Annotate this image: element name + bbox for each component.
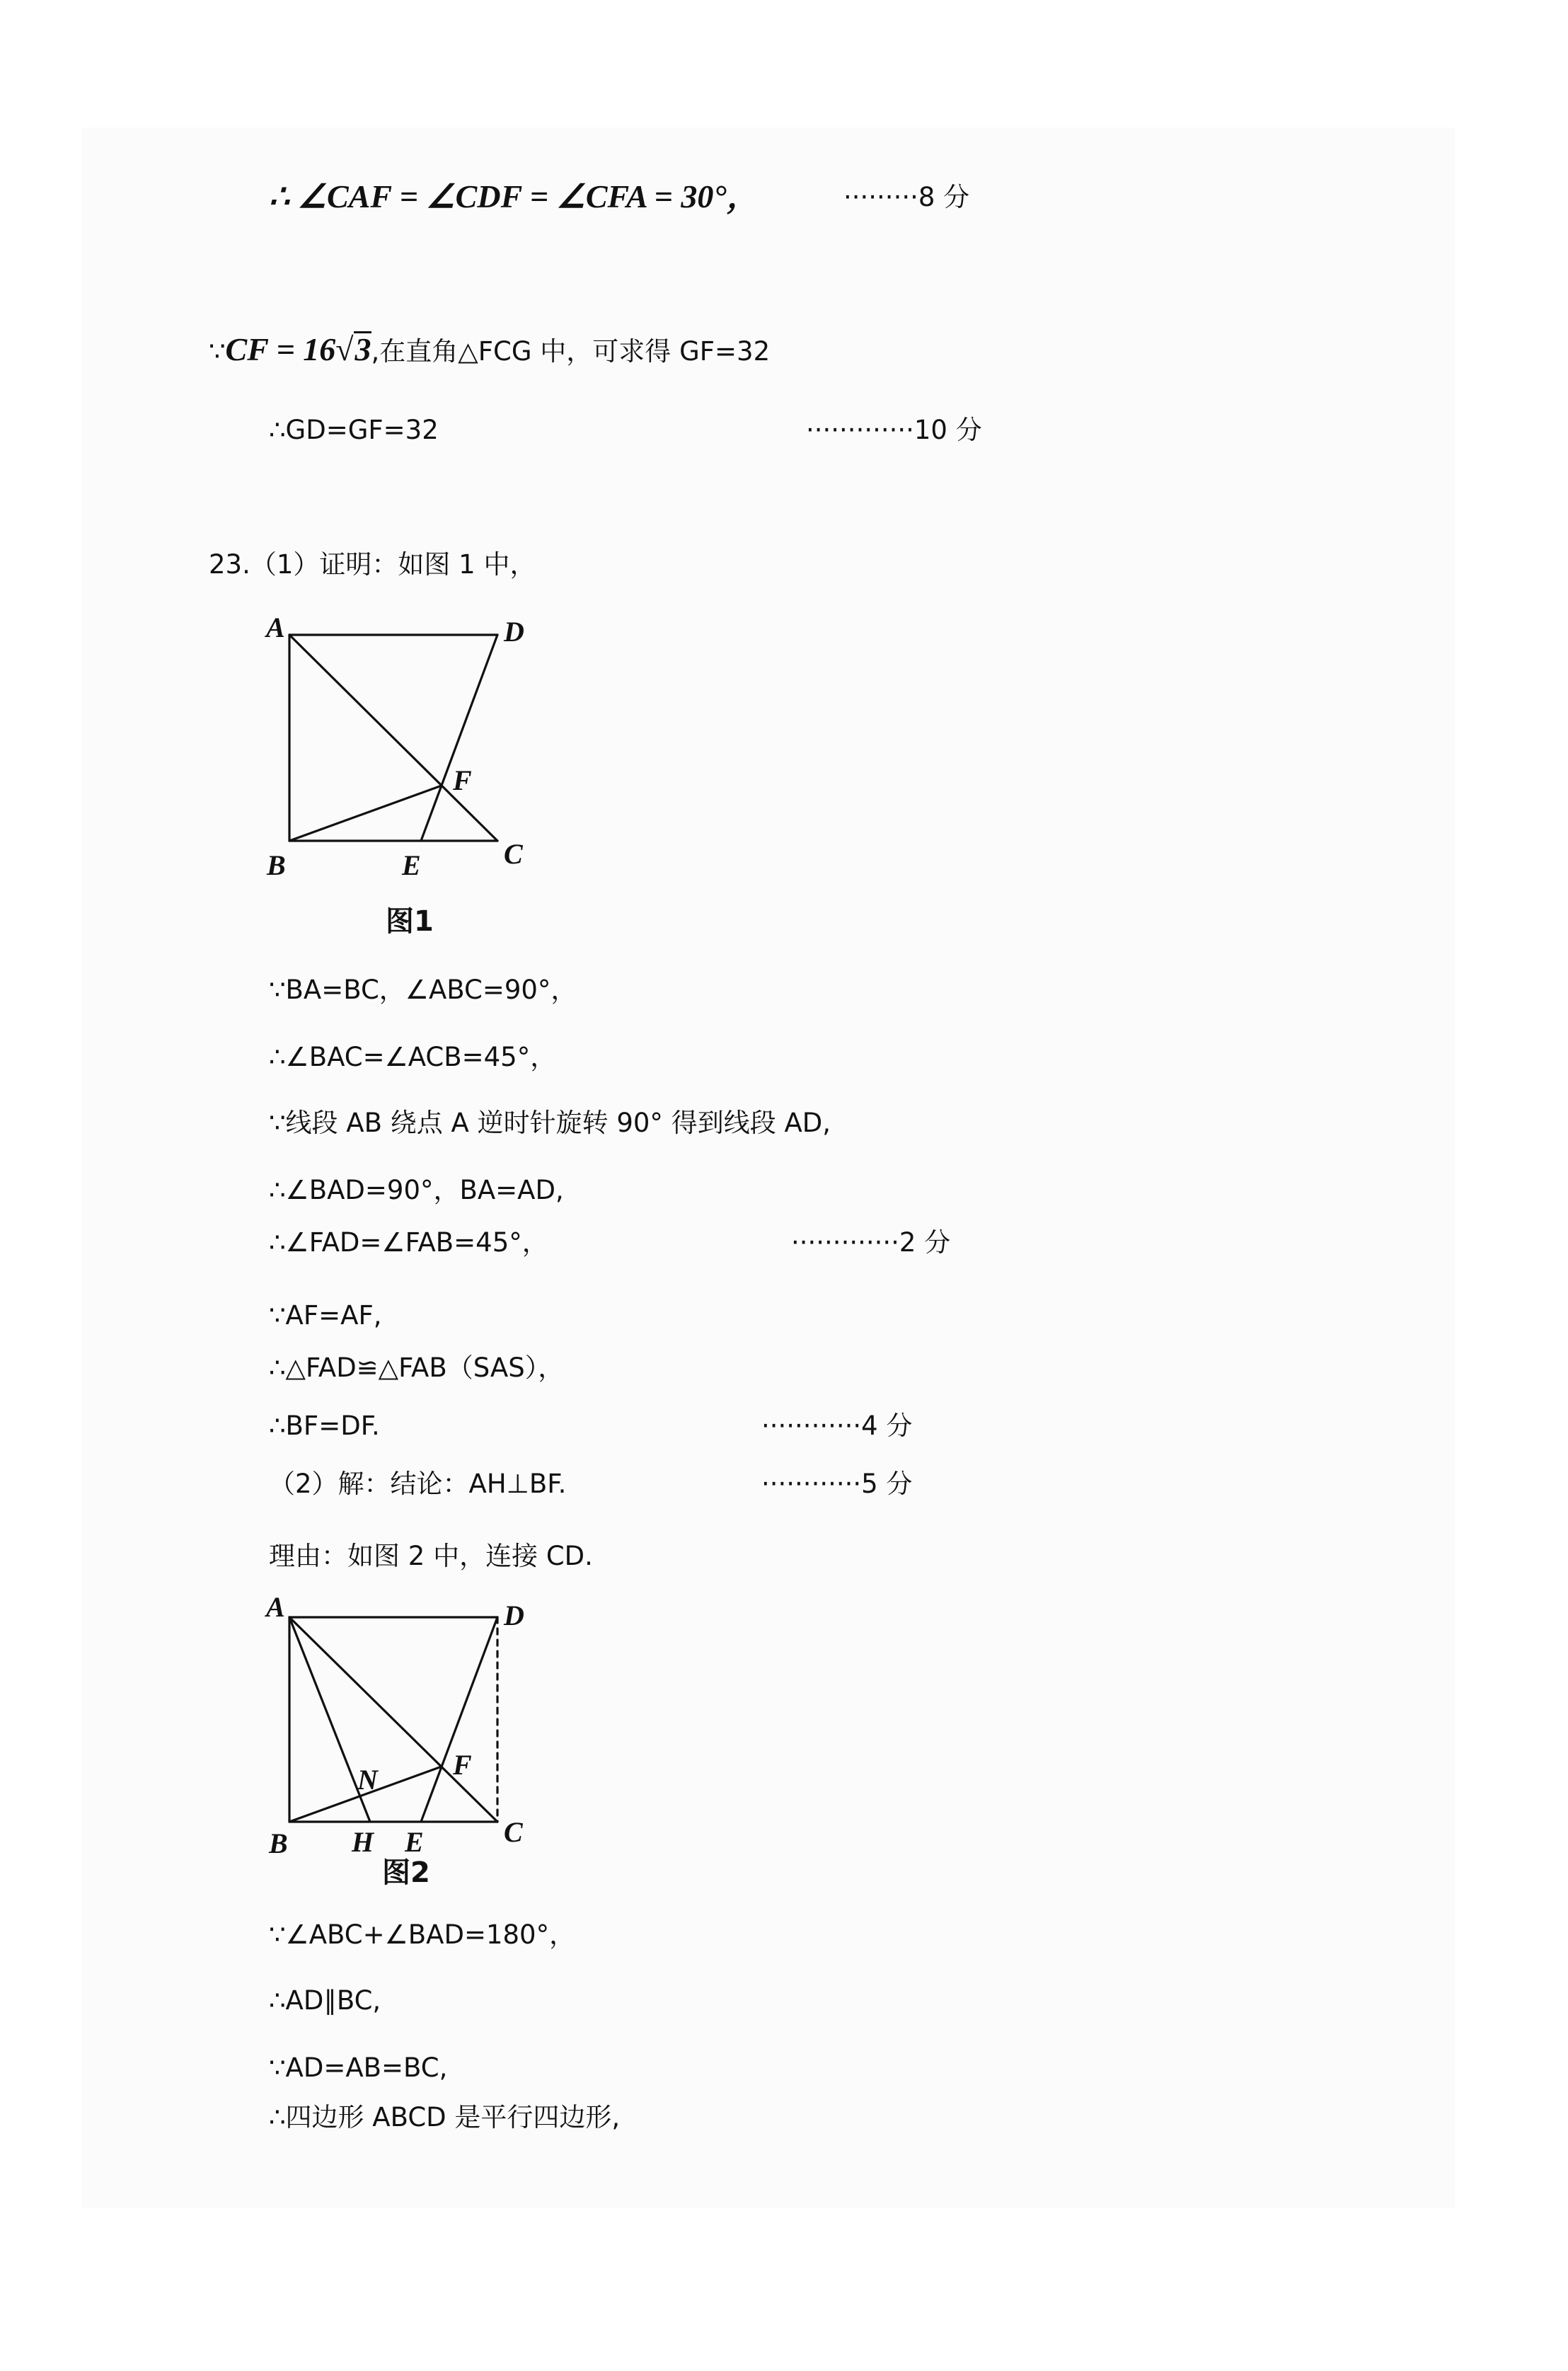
segment-DE	[421, 635, 497, 841]
part1-step1: ∵BA=BC，∠ABC=90°，	[269, 975, 577, 1005]
part2-step3: ∵AD=AB=BC,	[269, 2053, 448, 2083]
point-label-C: C	[504, 1816, 523, 1848]
segment-AC	[289, 635, 497, 841]
part1-step6: ∵AF=AF,	[269, 1300, 382, 1331]
point-label-E: E	[405, 1826, 424, 1858]
sqrt-radicand: 3	[354, 331, 371, 367]
point-label-A: A	[266, 612, 285, 643]
score-8: ·········8 分	[843, 182, 970, 212]
sqrt-symbol: √	[335, 331, 354, 367]
point-label-E: E	[402, 849, 421, 881]
point-label-F: F	[453, 764, 472, 796]
part1-step2: ∴∠BAC=∠ACB=45°，	[269, 1042, 557, 1072]
part1-step7: ∴△FAD≌△FAB（SAS），	[269, 1353, 565, 1383]
part1-step5: ∴∠FAD=∠FAB=45°，	[269, 1227, 548, 1258]
point-label-D: D	[504, 616, 524, 648]
point-label-N: N	[357, 1764, 378, 1796]
segment-DE	[421, 1617, 497, 1822]
angle-equality-line: ∴ ∠CAF = ∠CDF = ∠CFA = 30°，	[269, 178, 759, 214]
figure2-caption: 图2	[382, 1856, 430, 1889]
part2-reason: 理由：如图 2 中，连接 CD.	[269, 1541, 593, 1571]
cf-line-text: ,在直角△FCG 中，可求得 GF=32	[371, 336, 771, 367]
score-4: ············4 分	[761, 1411, 913, 1441]
figure1-caption: 图1	[386, 905, 434, 938]
part2-step1: ∵∠ABC+∠BAD=180°，	[269, 1919, 576, 1950]
point-label-F: F	[453, 1749, 472, 1781]
segment-AC	[289, 1617, 497, 1822]
point-label-B: B	[267, 849, 286, 881]
part2-conclusion: （2）解：结论：AH⊥BF.	[269, 1469, 567, 1499]
because-symbol: ∵	[209, 336, 226, 367]
part2-step2: ∴AD∥BC,	[269, 1985, 381, 2016]
score-10: ·············10 分	[806, 415, 982, 445]
part1-step3: ∵线段 AB 绕点 A 逆时针旋转 90° 得到线段 AD,	[269, 1108, 831, 1138]
score-2: ·············2 分	[791, 1227, 951, 1258]
cf-formula: CF = 16	[225, 331, 336, 367]
point-label-D: D	[504, 1600, 524, 1631]
part1-step4: ∴∠BAD=90°，BA=AD,	[269, 1175, 564, 1205]
point-label-H: H	[352, 1826, 374, 1858]
point-label-A: A	[266, 1591, 285, 1623]
part2-step4: ∴四边形 ABCD 是平行四边形,	[269, 2102, 621, 2132]
figure1	[264, 612, 524, 881]
part1-step8: ∴BF=DF.	[269, 1411, 380, 1441]
gd-line: ∴GD=GF=32	[269, 415, 439, 445]
point-label-B: B	[269, 1827, 288, 1859]
q23-heading: 23.（1）证明：如图 1 中，	[209, 549, 536, 580]
point-label-C: C	[504, 838, 523, 870]
figure2	[264, 1591, 524, 1859]
segment-BF	[289, 786, 442, 841]
score-5: ············5 分	[761, 1469, 913, 1499]
